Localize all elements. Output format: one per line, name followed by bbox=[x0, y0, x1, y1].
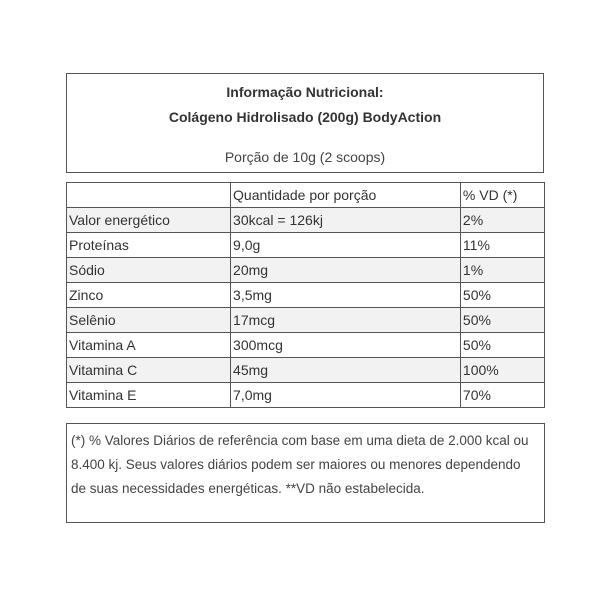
nutrient-name: Sódio bbox=[67, 258, 231, 283]
nutrient-quantity: 30kcal = 126kj bbox=[231, 208, 461, 233]
nutrient-name: Vitamina E bbox=[67, 383, 231, 408]
nutrient-quantity: 3,5mg bbox=[231, 283, 461, 308]
nutrient-name: Proteínas bbox=[67, 233, 231, 258]
table-header-row bbox=[67, 183, 545, 208]
table-row bbox=[67, 383, 545, 408]
nutrient-daily-value: 50% bbox=[460, 283, 544, 308]
table-row bbox=[67, 358, 545, 383]
nutrition-header-box bbox=[66, 73, 544, 173]
nutrient-quantity: 20mg bbox=[231, 258, 461, 283]
footnote-text: (*) % Valores Diários de referência com base em uma dieta de 2.000 kcal ou 8.400 kj. Seus valores diários podem ser maiores ou menores dependendo de suas necessidades energéticas. **VD não estabelecida. bbox=[71, 433, 529, 496]
nutrient-daily-value: 1% bbox=[460, 258, 544, 283]
nutrient-quantity: 17mcg bbox=[231, 308, 461, 333]
nutrient-daily-value: 2% bbox=[460, 208, 544, 233]
table-row bbox=[67, 283, 545, 308]
table-row bbox=[67, 308, 545, 333]
table-row bbox=[67, 233, 545, 258]
nutrition-title: Informação Nutricional: bbox=[226, 84, 384, 100]
nutrient-daily-value: 100% bbox=[460, 358, 544, 383]
portion-size: Porção de 10g (2 scoops) bbox=[224, 149, 386, 165]
nutrient-quantity: 9,0g bbox=[231, 233, 461, 258]
column-header-daily-value: % VD (*) bbox=[460, 183, 544, 208]
table-row bbox=[67, 258, 545, 283]
nutrient-quantity: 300mcg bbox=[231, 333, 461, 358]
nutrient-daily-value: 50% bbox=[460, 333, 544, 358]
nutrient-name: Zinco bbox=[67, 283, 231, 308]
nutrient-daily-value: 50% bbox=[460, 308, 544, 333]
nutrient-daily-value: 70% bbox=[460, 383, 544, 408]
product-name: Colágeno Hidrolisado (200g) BodyAction bbox=[168, 109, 442, 125]
footnote-box bbox=[66, 423, 545, 523]
column-header-quantity: Quantidade por porção bbox=[231, 183, 461, 208]
nutrition-table bbox=[66, 182, 545, 408]
nutrient-quantity: 45mg bbox=[231, 358, 461, 383]
column-header-nutrient bbox=[67, 183, 231, 208]
nutrient-name: Vitamina A bbox=[67, 333, 231, 358]
nutrient-name: Selênio bbox=[67, 308, 231, 333]
nutrient-name: Valor energético bbox=[67, 208, 231, 233]
nutrient-daily-value: 11% bbox=[460, 233, 544, 258]
table-row bbox=[67, 333, 545, 358]
nutrient-quantity: 7,0mg bbox=[231, 383, 461, 408]
nutrient-name: Vitamina C bbox=[67, 358, 231, 383]
table-row bbox=[67, 208, 545, 233]
